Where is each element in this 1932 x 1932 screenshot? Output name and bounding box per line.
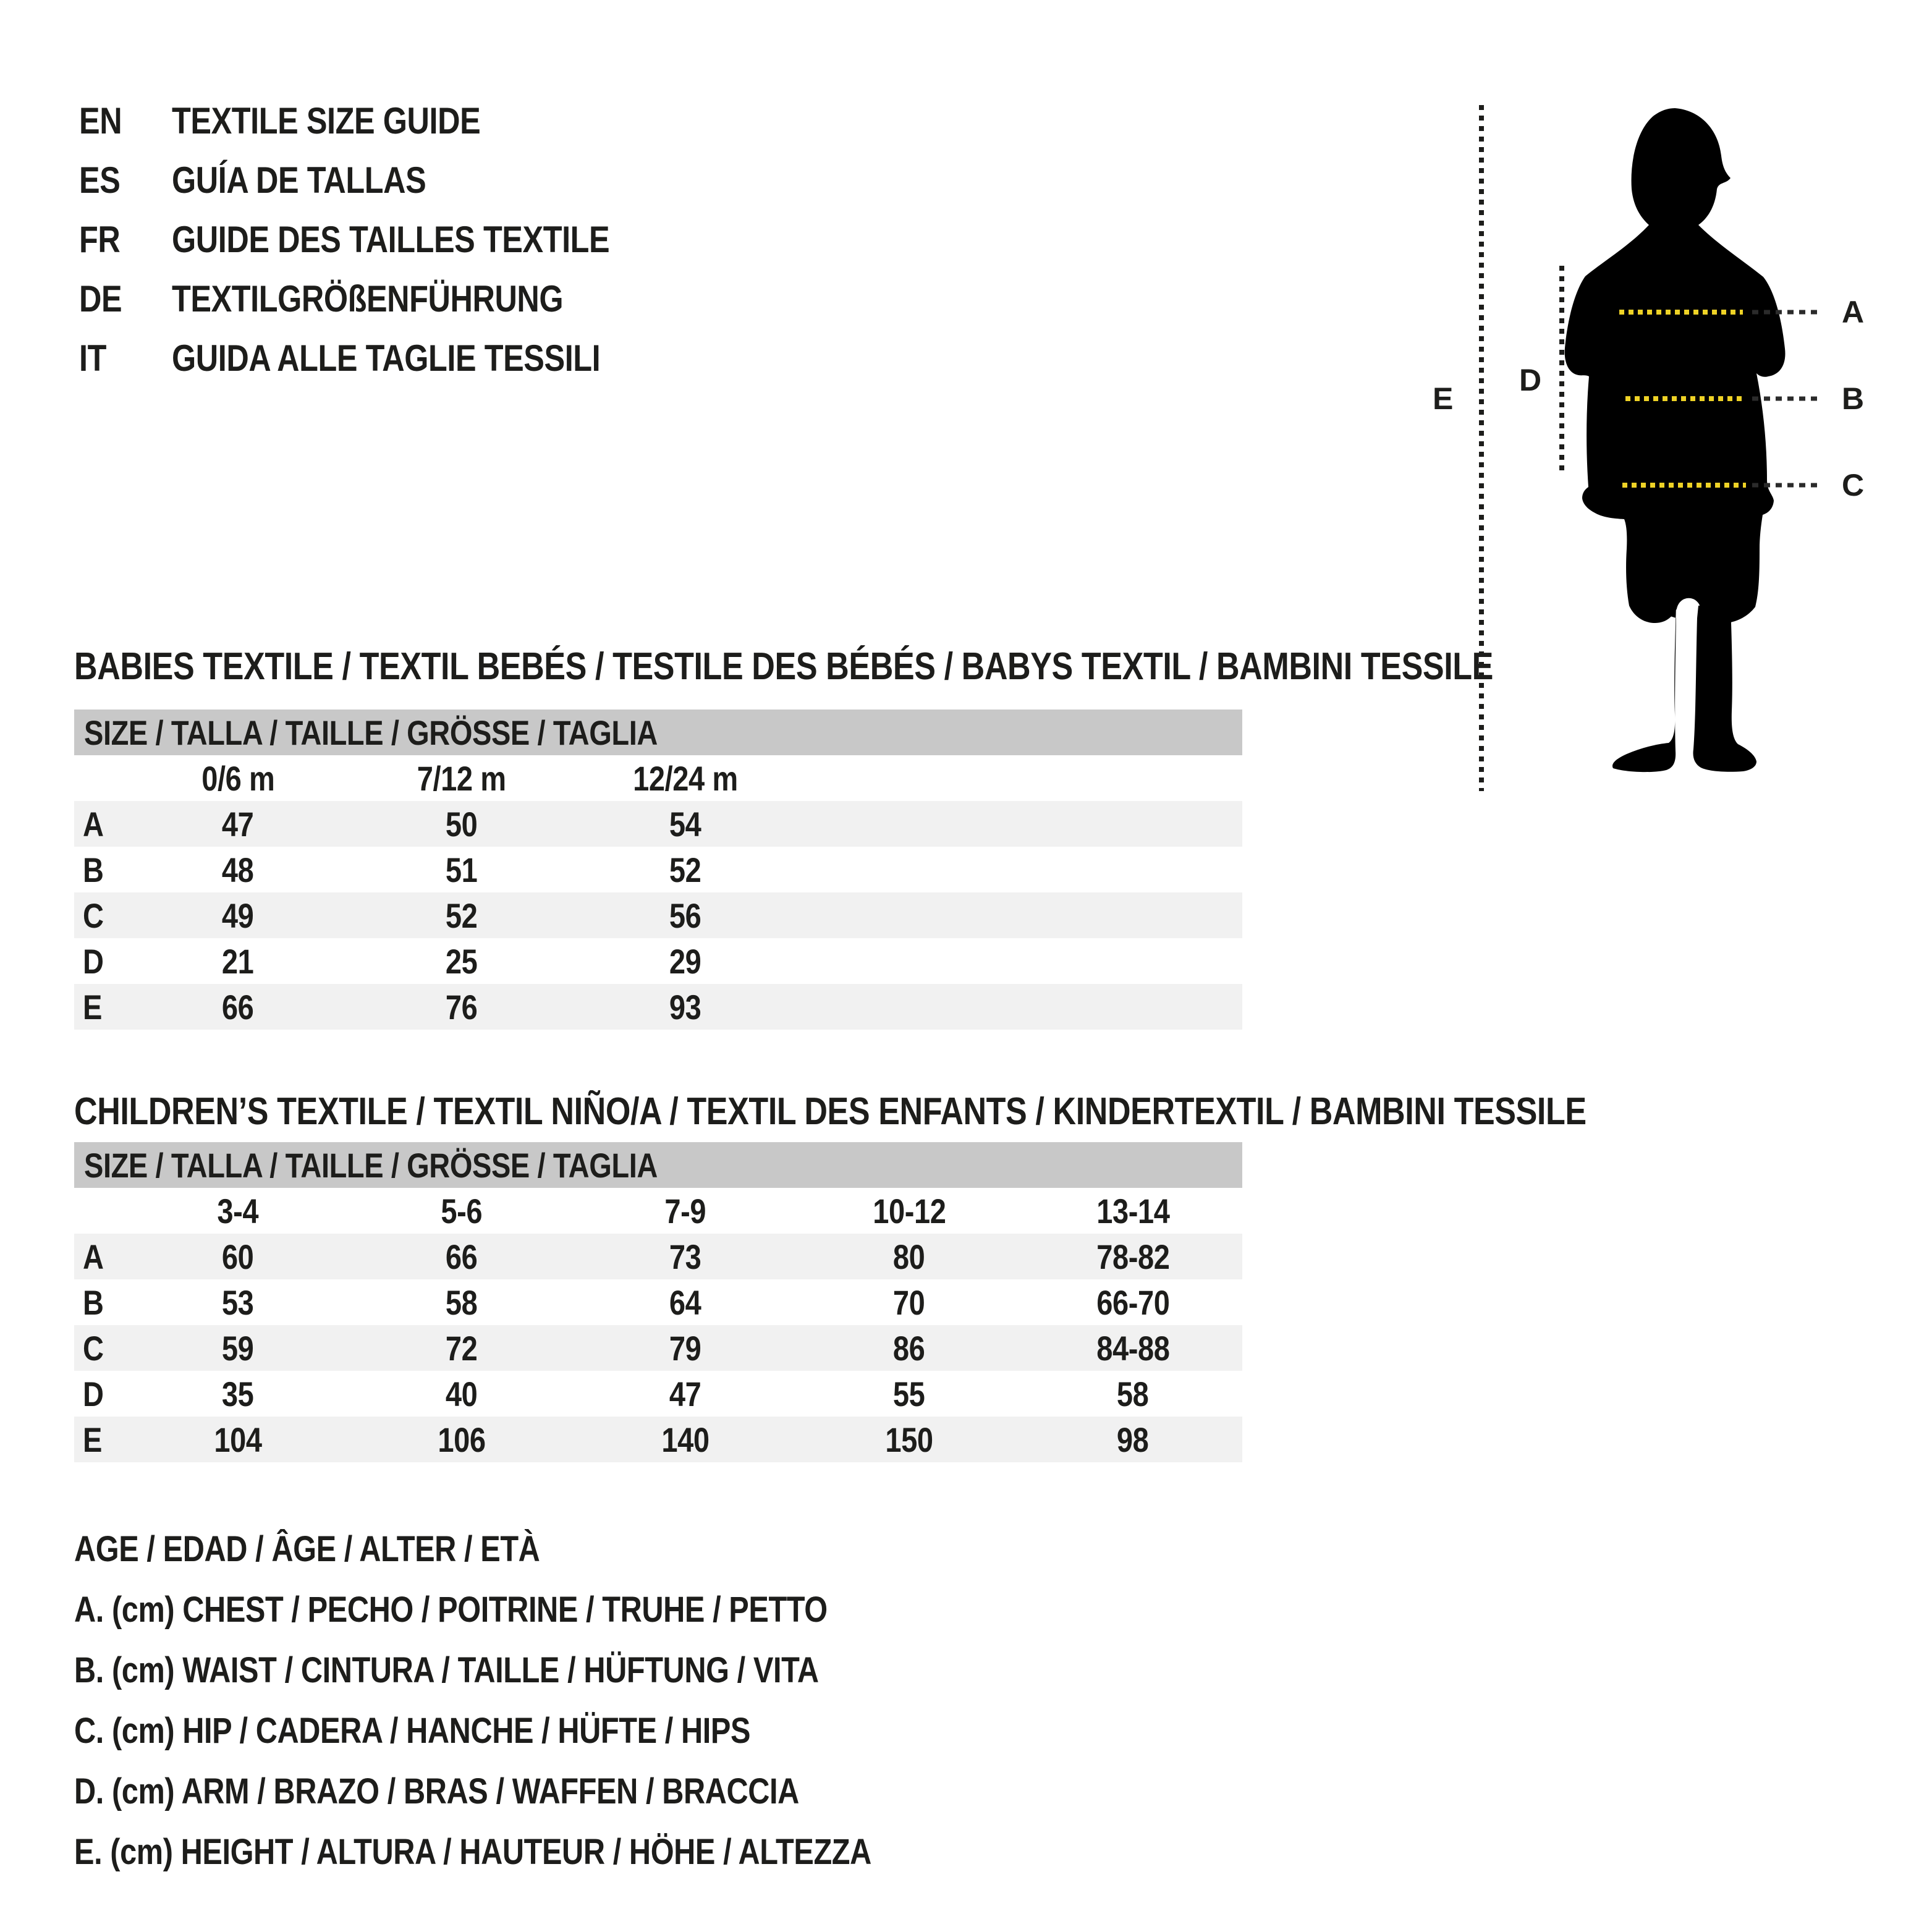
cell-value: 55 bbox=[893, 1374, 925, 1413]
language-title-it: GUIDA ALLE TAGLIE TESSILI bbox=[172, 337, 601, 379]
language-row-fr bbox=[79, 210, 693, 269]
children-column-header-row bbox=[74, 1188, 1242, 1234]
table-row bbox=[74, 938, 1242, 984]
cell-value: 93 bbox=[669, 987, 701, 1027]
babies-size-table bbox=[74, 710, 1242, 1030]
table-row bbox=[74, 1279, 1242, 1325]
language-title-en: TEXTILE SIZE GUIDE bbox=[172, 100, 481, 142]
row-label: A bbox=[83, 1237, 104, 1276]
babies-column-header: 12/24 m bbox=[633, 758, 738, 798]
children-column-header: 13-14 bbox=[1096, 1191, 1170, 1231]
cell-value: 58 bbox=[1117, 1374, 1149, 1413]
children-column-header: 10-12 bbox=[872, 1191, 946, 1231]
babies-size-header-bar: SIZE / TALLA / TAILLE / GRÖSSE / TAGLIA bbox=[74, 710, 1242, 755]
table-row bbox=[74, 1417, 1242, 1462]
babies-column-header-row bbox=[74, 755, 1242, 801]
language-title-es: GUÍA DE TALLAS bbox=[172, 159, 426, 201]
cell-value: 73 bbox=[669, 1237, 701, 1276]
legend-line-hip: C. (cm) HIP / CADERA / HANCHE / HÜFTE / HIPS bbox=[74, 1710, 751, 1751]
table-row bbox=[74, 1325, 1242, 1371]
cell-value: 59 bbox=[222, 1328, 254, 1368]
row-label: C bbox=[83, 1328, 104, 1368]
cell-value: 56 bbox=[669, 896, 701, 935]
language-code-es: ES bbox=[79, 159, 121, 201]
legend-line-age: AGE / EDAD / ÂGE / ALTER / ETÀ bbox=[74, 1528, 540, 1569]
measure-label-b: B bbox=[1842, 381, 1865, 416]
cell-value: 104 bbox=[214, 1420, 262, 1459]
legend-line-arm: D. (cm) ARM / BRAZO / BRAS / WAFFEN / BRACCIA bbox=[74, 1771, 799, 1811]
language-row-es bbox=[79, 150, 693, 210]
cell-value: 47 bbox=[222, 804, 254, 844]
babies-section-heading: BABIES TEXTILE / TEXTIL BEBÉS / TESTILE DES BÉBÉS / BABYS TEXTIL / BAMBINI TESSILE bbox=[74, 645, 1493, 688]
cell-value: 64 bbox=[669, 1282, 701, 1322]
measurement-legend bbox=[74, 1519, 1023, 1882]
row-label: D bbox=[83, 1374, 104, 1413]
row-label: D bbox=[83, 941, 104, 981]
cell-value: 54 bbox=[669, 804, 701, 844]
children-section-heading: CHILDREN’S TEXTILE / TEXTIL NIÑO/A / TEXTIL DES ENFANTS / KINDERTEXTIL / BAMBINI TESSILE bbox=[74, 1090, 1587, 1133]
children-column-header: 5-6 bbox=[441, 1191, 483, 1231]
cell-value: 106 bbox=[438, 1420, 486, 1459]
legend-line-chest: A. (cm) CHEST / PECHO / POITRINE / TRUHE / PETTO bbox=[74, 1589, 828, 1630]
cell-value: 72 bbox=[446, 1328, 478, 1368]
cell-value: 29 bbox=[669, 941, 701, 981]
cell-value: 98 bbox=[1117, 1420, 1149, 1459]
row-label: E bbox=[83, 1420, 102, 1459]
measure-label-e: E bbox=[1433, 381, 1454, 416]
cell-value: 60 bbox=[222, 1237, 254, 1276]
row-label: C bbox=[83, 896, 104, 935]
cell-value: 50 bbox=[446, 804, 478, 844]
language-row-de bbox=[79, 269, 693, 328]
cell-value: 66 bbox=[222, 987, 254, 1027]
cell-value: 86 bbox=[893, 1328, 925, 1368]
table-row bbox=[74, 892, 1242, 938]
legend-line-waist: B. (cm) WAIST / CINTURA / TAILLE / HÜFTUNG / VITA bbox=[74, 1650, 819, 1690]
language-title-fr: GUIDE DES TAILLES TEXTILE bbox=[172, 218, 610, 260]
table-row bbox=[74, 801, 1242, 847]
cell-value: 48 bbox=[222, 850, 254, 889]
measure-label-d: D bbox=[1519, 363, 1542, 397]
cell-value: 52 bbox=[669, 850, 701, 889]
cell-value: 49 bbox=[222, 896, 254, 935]
cell-value: 35 bbox=[222, 1374, 254, 1413]
cell-value: 70 bbox=[893, 1282, 925, 1322]
language-code-en: EN bbox=[79, 100, 122, 142]
language-row-it bbox=[79, 328, 693, 388]
measurement-figure bbox=[1409, 87, 1932, 803]
language-title-de: TEXTILGRÖßENFÜHRUNG bbox=[172, 278, 564, 320]
cell-value: 140 bbox=[661, 1420, 710, 1459]
cell-value: 80 bbox=[893, 1237, 925, 1276]
language-code-de: DE bbox=[79, 278, 122, 320]
cell-value: 53 bbox=[222, 1282, 254, 1322]
cell-value: 51 bbox=[446, 850, 478, 889]
legend-line-height: E. (cm) HEIGHT / ALTURA / HAUTEUR / HÖHE / ALTEZZA bbox=[74, 1831, 871, 1872]
babies-column-header: 0/6 m bbox=[201, 758, 275, 798]
children-size-header-bar: SIZE / TALLA / TAILLE / GRÖSSE / TAGLIA bbox=[74, 1142, 1242, 1188]
row-label: E bbox=[83, 987, 102, 1027]
language-row-en bbox=[79, 91, 693, 150]
cell-value: 66-70 bbox=[1096, 1282, 1170, 1322]
table-row bbox=[74, 984, 1242, 1030]
cell-value: 58 bbox=[446, 1282, 478, 1322]
cell-value: 40 bbox=[446, 1374, 478, 1413]
cell-value: 84-88 bbox=[1096, 1328, 1170, 1368]
table-row bbox=[74, 1234, 1242, 1279]
row-label: A bbox=[83, 804, 104, 844]
child-silhouette bbox=[1565, 108, 1786, 772]
language-code-fr: FR bbox=[79, 218, 121, 260]
table-row bbox=[74, 1371, 1242, 1417]
row-label: B bbox=[83, 1282, 104, 1322]
table-row bbox=[74, 847, 1242, 892]
babies-column-header: 7/12 m bbox=[417, 758, 506, 798]
cell-value: 76 bbox=[446, 987, 478, 1027]
language-list bbox=[79, 91, 693, 388]
cell-value: 78-82 bbox=[1096, 1237, 1170, 1276]
children-column-header: 3-4 bbox=[217, 1191, 259, 1231]
cell-value: 79 bbox=[669, 1328, 701, 1368]
cell-value: 25 bbox=[446, 941, 478, 981]
children-size-table bbox=[74, 1142, 1242, 1462]
row-label: B bbox=[83, 850, 104, 889]
language-code-it: IT bbox=[79, 337, 106, 379]
cell-value: 150 bbox=[885, 1420, 933, 1459]
cell-value: 52 bbox=[446, 896, 478, 935]
measure-label-a: A bbox=[1842, 295, 1865, 329]
children-column-header: 7-9 bbox=[664, 1191, 706, 1231]
cell-value: 47 bbox=[669, 1374, 701, 1413]
cell-value: 21 bbox=[222, 941, 254, 981]
cell-value: 66 bbox=[446, 1237, 478, 1276]
measure-label-c: C bbox=[1842, 468, 1865, 502]
